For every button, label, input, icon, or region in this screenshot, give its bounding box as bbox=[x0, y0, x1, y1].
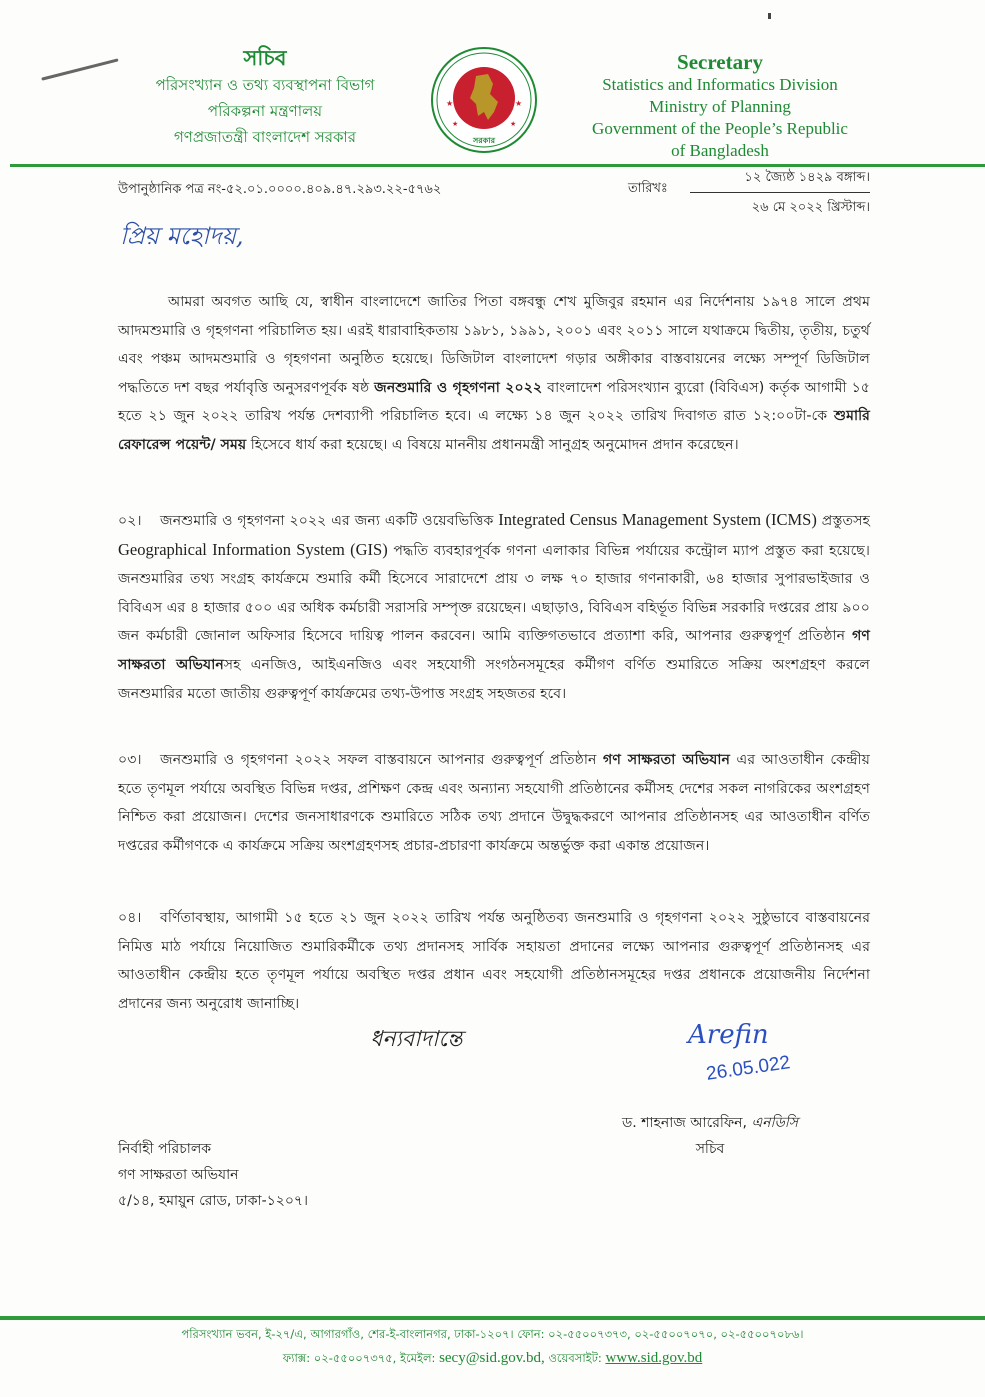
para-text: বর্ণিতাবস্থায়, আগামী ১৫ হতে ২১ জুন ২০২২ তারিখ পর্যন্ত অনুষ্ঠিতব্য জনশুমারি ও গৃহগণনা ২০২২ সুষ্ঠুভাবে বাস্তবায়নের নিমিত্ত মাঠ পর্যায়ে নিয়োজিত শুমারিকর্মীকে তথ্য প্রদানসহ সার্বিক সহায়তা প্রদানের লক্ষ্যে আপনার গুরুত্বপূর্ণ প্রতিষ্ঠানসহ এর আওতাধীন কেন্দ্রীয় হতে তৃণমূল পর্যায়ে অবস্থিত দপ্তর প্রধান এবং সহযোগী প্রতিষ্ঠানসমূহের দপ্তর প্রধানকে প্রয়োজনীয় নির্দেশনা প্রদানের জন্য অনুরোধ জানাচ্ছি। bbox=[118, 910, 870, 1012]
para-text: আমরা অবগত আছি যে, স্বাধীন বাংলাদেশে জাতির পিতা বঙ্গবন্ধু শেখ মুজিবুর রহমান এর নির্দেশনায় ১৯৭৪ সালে প্রথম আদমশুমারি ও গৃহগণনা পরিচালিত হয়। এরই ধারাবাহিকতায় ১৯৮১, ১৯৯১, ২০০১ এবং ২০১১ সালে যথাক্রমে দ্বিতীয়, তৃতীয়, চতুর্থ এবং পঞ্চম আদমশুমারি ও গৃহগণনা অনুষ্ঠিত হয়েছে। ডিজিটাল বাংলাদেশ গড়ার অঙ্গীকার বাস্তবায়নের লক্ষ্যে সম্পূর্ণ ডিজিটাল পদ্ধতিতে দশ বছর পর্যাবৃত্তি অনুসরণপূর্বক ষষ্ঠ bbox=[118, 294, 870, 396]
para-bold: গণ সাক্ষরতা অভিযান bbox=[118, 628, 870, 673]
signature-date: 26.05.022 bbox=[704, 1052, 792, 1085]
paragraph-3 bbox=[118, 746, 870, 860]
para-number: ০২। bbox=[118, 513, 142, 529]
signer-name: ড. শাহনাজ আরেফিন, bbox=[621, 1115, 747, 1131]
date-bangla: ১২ জ্যৈষ্ঠ ১৪২৯ বঙ্গাব্দ। bbox=[690, 168, 870, 193]
para-text: এর আওতাধীন কেন্দ্রীয় হতে তৃণমূল পর্যায়ে অবস্থিত বিভিন্ন দপ্তর, প্রশিক্ষণ কেন্দ্র এবং অন্যান্য সহযোগী প্রতিষ্ঠানের কর্মীসহ দেশের সকল নাগরিকের অংশগ্রহণ নিশ্চিত করা প্রয়োজন। দেশের জনসাধারণকে শুমারিতে সঠিক তথ্য প্রদানে উদ্বুদ্ধকরণে আপনার প্রতিষ্ঠানসহ এর আওতাধীন বর্ণিত দপ্তরের কর্মীগণকে এ কার্যক্রমে সক্রিয় অংশগ্রহণসহ প্রচার-প্রচারণা কার্যক্রমে অন্তর্ভুক্ত করা একান্ত প্রয়োজন। bbox=[118, 752, 870, 854]
header-bn-line: গণপ্রজাতন্ত্রী বাংলাদেশ সরকার bbox=[173, 128, 357, 146]
memo-number: উপানুষ্ঠানিক পত্র নং-৫২.০১.০০০০.৪০৯.৪৭.২৯৩.২২-৫৭৬২ bbox=[118, 182, 442, 197]
footer bbox=[0, 1322, 985, 1370]
header-divider bbox=[10, 164, 985, 167]
recipient-line: গণ সাক্ষরতা অভিযান bbox=[118, 1167, 239, 1183]
para-text: জনশুমারি ও গৃহগণনা ২০২২ এর জন্য একটি ওয়েবভিত্তিক bbox=[160, 513, 499, 529]
para-text: জনশুমারি ও গৃহগণনা ২০২২ সফল বাস্তবায়নে আপনার গুরুত্বপূর্ণ প্রতিষ্ঠান bbox=[160, 752, 604, 768]
signature-handwritten: Arefin bbox=[688, 1020, 769, 1050]
header-bn-line: পরিকল্পনা মন্ত্রণালয় bbox=[207, 102, 323, 120]
footer-web-label: ওয়েবসাইট: bbox=[548, 1351, 602, 1365]
svg-text:★: ★ bbox=[515, 99, 523, 108]
header-bn-title: সচিব bbox=[243, 46, 287, 70]
para-text: বাংলাদেশ পরিসংখ্যান ব্যুরো (বিবিএস) কর্তৃক আগামী ১৫ হতে ২১ জুন ২০২২ তারিখ পর্যন্ত দেশব্যাপী পরিচালিত হবে। এ লক্ষ্যে ১৪ জুন ২০২২ তারিখ দিবাগত রাত ১২:০০টা-কে bbox=[118, 379, 870, 425]
footer-fax: ফ্যাক্স: ০২-৫৫০০৭৩৭৫, bbox=[282, 1351, 397, 1365]
footer-email[interactable]: secy@sid.gov.bd, bbox=[439, 1350, 545, 1366]
footer-email-label: ইমেইল: bbox=[399, 1351, 436, 1365]
para-text: সহ এনজিও, আইএনজিও এবং সহযোগী সংগঠনসমূহের কর্মীগণ বর্ণিত শুমারিতে সক্রিয় অংশগ্রহণ করলে জনশুমারির মতো জাতীয় গুরুত্বপূর্ণ কার্যক্রমের তথ্য-উপাত্ত সংগ্রহ সহজতর হবে। bbox=[118, 656, 870, 702]
para-english: Integrated Census Management System (ICMS) bbox=[498, 510, 817, 529]
government-seal-icon bbox=[430, 46, 538, 154]
signer-suffix: এনডিসি bbox=[751, 1115, 799, 1131]
date-gregorian: ২৬ মে ২০২২ খ্রিস্টাব্দ। bbox=[751, 200, 870, 215]
signer-block bbox=[600, 1110, 820, 1162]
para-number: ০৪। bbox=[118, 910, 142, 926]
para-bold: শুমারি রেফারেন্স পয়েন্ট/ সময় bbox=[118, 408, 870, 453]
header-en-line: of Bangladesh bbox=[671, 141, 769, 160]
header-bangla bbox=[120, 44, 410, 150]
header-en-line: Government of the People’s Republic bbox=[592, 119, 848, 138]
date-label: তারিখঃ bbox=[628, 181, 668, 196]
date-block bbox=[690, 168, 870, 219]
header-en-title: Secretary bbox=[677, 50, 763, 74]
para-number: ০৩। bbox=[118, 752, 142, 768]
closing-handwritten: ধন্যবাদান্তে bbox=[370, 1027, 463, 1052]
para-text: প্রস্তুতসহ bbox=[816, 513, 870, 529]
salutation: প্রিয় মহোদয়, bbox=[120, 222, 244, 250]
para-english: Geographical Information System (GIS) bbox=[118, 539, 388, 559]
svg-text:★: ★ bbox=[446, 99, 454, 108]
paragraph-4 bbox=[118, 904, 870, 1018]
scan-mark bbox=[768, 13, 771, 19]
signer-designation: সচিব bbox=[695, 1141, 725, 1157]
paragraph-1 bbox=[118, 288, 870, 460]
footer-address: পরিসংখ্যান ভবন, ই-২৭/এ, আগারগাঁও, শের-ই-বাংলানগর, ঢাকা-১২০৭। ফোন: ০২-৫৫০০৭৩৭৩, ০২-৫৫০০৭০৭০, ০২-৫৫০০৭০৮৬। bbox=[181, 1327, 804, 1341]
header-en-line: Ministry of Planning bbox=[649, 97, 791, 116]
para-bold: গণ সাক্ষরতা অভিযান bbox=[603, 752, 731, 768]
header-en-line: Statistics and Informatics Division bbox=[602, 75, 838, 94]
recipient-line: ৫/১৪, হমায়ুন রোড, ঢাকা-১২০৭। bbox=[118, 1193, 309, 1209]
para-text: পদ্ধতি ব্যবহারপূর্বক গণনা এলাকার বিভিন্ন পর্যায়ের কন্ট্রোল ম্যাপ প্রস্তুত করা হয়েছে। জনশুমারির তথ্য সংগ্রহ কার্যক্রমে শুমারি কর্মী হিসেবে সারাদেশে প্রায় ৩ লক্ষ ৭০ হাজার গণনাকারী, ৬৪ হাজার সুপারভাইজার ও বিবিএস এর ৪ হাজার ৫০০ এর অধিক কর্মচারী সরাসরি সম্পৃক্ত রয়েছেন। এছাড়াও, বিবিএস বহির্ভূত বিভিন্ন সরকারি দপ্তরের প্রায় ৯০০ জন কর্মচারী জোনাল অফিসার হিসেবে দায়িত্ব পালন করবেন। আমি ব্যক্তিগতভাবে প্রত্যাশা করি, আপনার গুরুত্বপূর্ণ প্রতিষ্ঠান bbox=[118, 542, 870, 645]
header-bn-line: পরিসংখ্যান ও তথ্য ব্যবস্থাপনা বিভাগ bbox=[155, 76, 375, 94]
recipient-block bbox=[118, 1136, 308, 1214]
para-text: হিসেবে ধার্য করা হয়েছে। এ বিষয়ে মাননীয় প্রধানমন্ত্রী সানুগ্রহ অনুমোদন প্রদান করেছেন। bbox=[246, 436, 739, 453]
header-english bbox=[575, 50, 865, 162]
svg-text:★: ★ bbox=[510, 120, 517, 128]
seal-bottom-text: সরকার bbox=[472, 136, 496, 145]
footer-website-link[interactable]: www.sid.gov.bd bbox=[605, 1350, 703, 1366]
recipient-line: নির্বাহী পরিচালক bbox=[118, 1141, 212, 1157]
pen-mark-icon bbox=[40, 58, 120, 82]
footer-divider bbox=[0, 1316, 985, 1320]
para-bold: জনশুমারি ও গৃহগণনা ২০২২ bbox=[374, 379, 543, 396]
paragraph-2 bbox=[118, 506, 870, 708]
svg-text:★: ★ bbox=[452, 120, 459, 128]
